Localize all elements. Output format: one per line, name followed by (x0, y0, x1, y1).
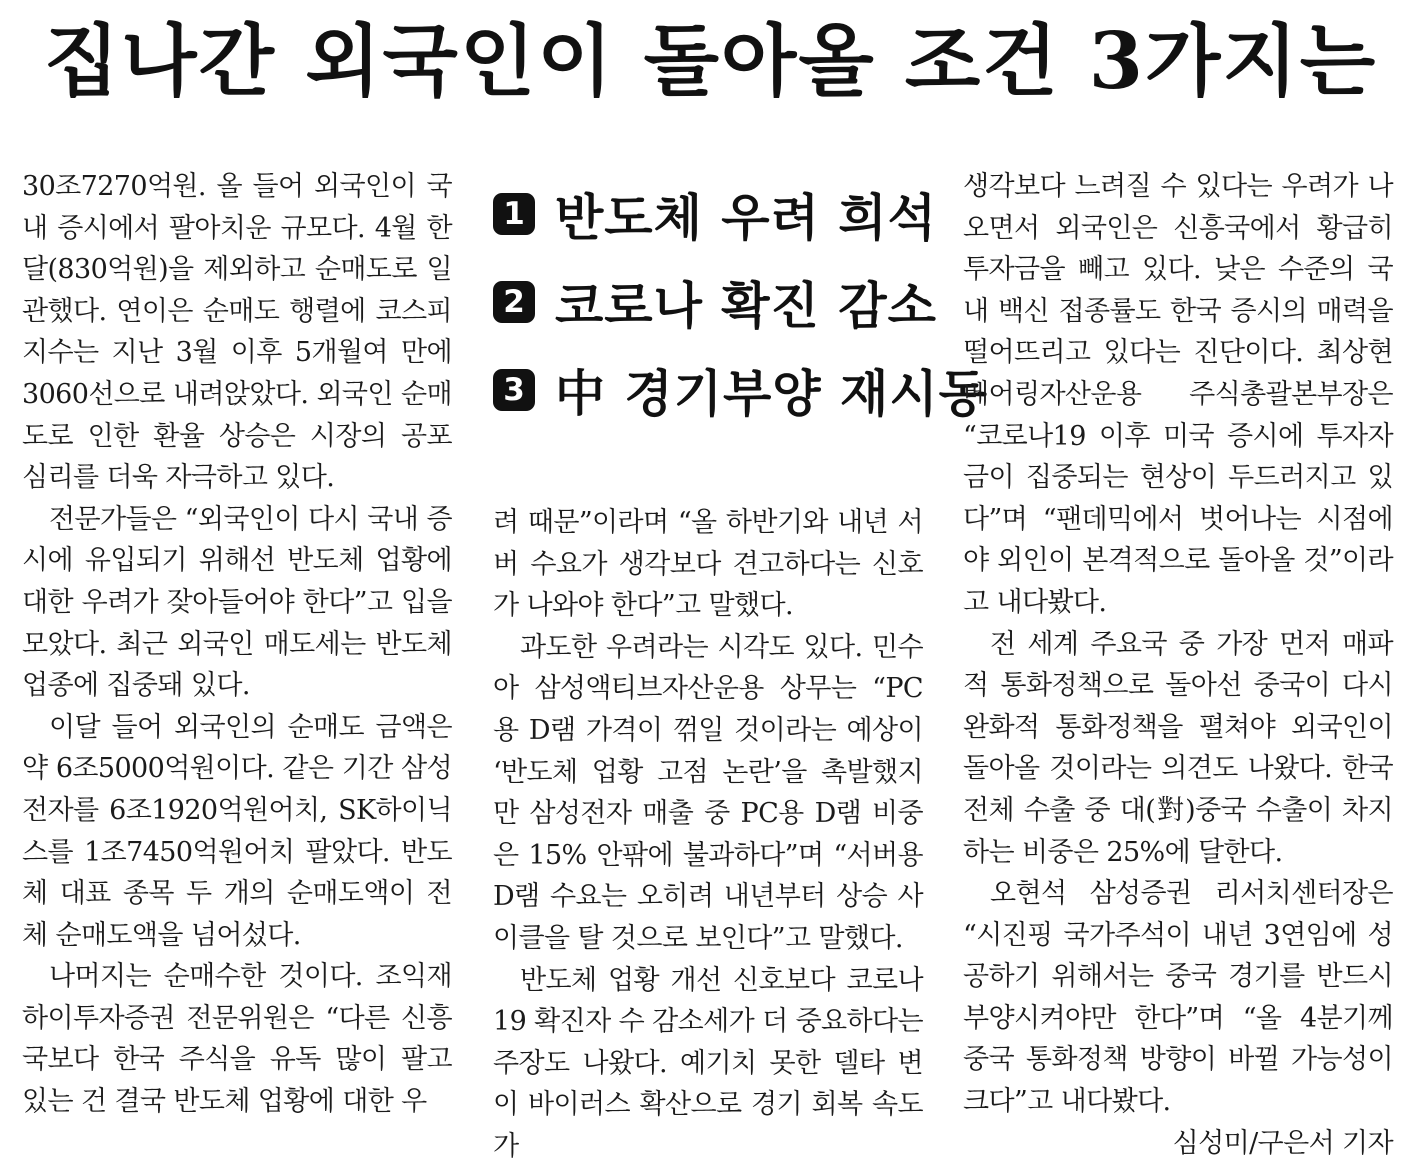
paragraph: 반도체 업황 개선 신호보다 코로나19 확진자 수 감소세가 더 중요하다는 주장도 나왔다. 예기치 못한 델타 변이 바이러스 확산으로 경기 회복 속도가 (493, 964, 923, 1162)
paragraph: 전 세계 주요국 중 가장 먼저 매파적 통화정책으로 돌아선 중국이 다시 완화적 통화정책을 펼쳐야 외국인이 돌아올 것이라는 의견도 나왔다. 한국 전체 수출 중 대(對)중국 수출이 차지하는 비중은 25%에 달한다. (963, 628, 1393, 868)
paragraph: 생각보다 느려질 수 있다는 우려가 나오면서 외국인은 신흥국에서 황급히 투자금을 빼고 있다. 낮은 수준의 국내 백신 접종률도 한국 증시의 매력을 떨어뜨리고 있다는 진단이다. 최상현 베어링자산운용 주식총괄본부장은 “코로나19 이후 미국 증시에 투자자금이 집중되는 현상이 두드러지고 있다”며 “팬데믹에서 벗어나는 시점에야 외인이 본격적으로 돌아올 것”이라고 내다봤다. (963, 171, 1393, 618)
paragraph: 이달 들어 외국인의 순매도 금액은 약 6조5000억원이다. 같은 기간 삼성전자를 6조1920억원어치, SK하이닉스를 1조7450억원어치 팔았다. 반도체 대표 종목 두 개의 순매도액이 전체 순매도액을 넘어섰다. (22, 711, 452, 951)
paragraph: 과도한 우려라는 시각도 있다. 민수아 삼성액티브자산운용 상무는 “PC용 D램 가격이 꺾일 것이라는 예상이 ‘반도체 업황 고점 논란’을 촉발했지만 삼성전자 매출 중 PC용 D램 비중은 15% 안팎에 불과하다”며 “서버용 D램 수요는 오히려 내년부터 상승 사이클을 탈 것으로 보인다”고 말했다. (493, 631, 923, 954)
paragraph: 나머지는 순매수한 것이다. 조익재 하이투자증권 전문위원은 “다른 신흥국보다 한국 주식을 유독 많이 팔고 있는 건 결국 반도체 업황에 대한 우 (22, 961, 452, 1118)
condition-item (493, 346, 988, 434)
paragraph: 30조7270억원. 올 들어 외국인이 국내 증시에서 팔아치운 규모다. 4월 한 달(830억원)을 제외하고 순매도로 일관했다. 연이은 순매도 행렬에 코스피지수는 지난 3월 이후 5개월여 만에 3060선으로 내려앉았다. 외국인 순매도로 인한 환율 상승은 시장의 공포 심리를 더욱 자극하고 있다. (22, 171, 452, 494)
article-column-1 (22, 166, 452, 1123)
condition-text: 반도체 우려 희석 (555, 189, 937, 247)
condition-item (493, 170, 943, 258)
condition-item (493, 258, 943, 346)
conditions-box (493, 170, 988, 434)
paragraph-text: 오현석 삼성증권 리서치센터장은 “시진핑 국가주석이 내년 3연임에 성공하기 위해서는 중국 경기를 반드시 부양시켜야만 한다”며 “올 4분기께 중국 통화정책 방향이 바뀔 가능성이 크다”고 내다봤다. (963, 878, 1393, 1118)
article-column-2 (493, 502, 923, 1168)
number-badge: 3 (493, 369, 535, 411)
article-column-3 (963, 166, 1393, 1164)
number-badge: 1 (493, 193, 535, 235)
condition-text: 中 경기부양 재시동 (555, 365, 988, 423)
paragraph (963, 873, 1393, 1159)
paragraph: 려 때문”이라며 “올 하반기와 내년 서버 수요가 생각보다 견고하다는 신호가 나와야 한다”고 말했다. (493, 507, 923, 622)
byline: 심성미/구은서 기자 (1172, 1127, 1393, 1159)
paragraph: 전문가들은 “외국인이 다시 국내 증시에 유입되기 위해선 반도체 업황에 대한 우려가 잦아들어야 한다”고 입을 모았다. 최근 외국인 매도세는 반도체 업종에 집중돼 있다. (22, 503, 452, 702)
number-badge: 2 (493, 281, 535, 323)
headline: 집나간 외국인이 돌아올 조건 3가지는 (43, 16, 1378, 107)
condition-text: 코로나 확진 감소 (555, 277, 937, 335)
